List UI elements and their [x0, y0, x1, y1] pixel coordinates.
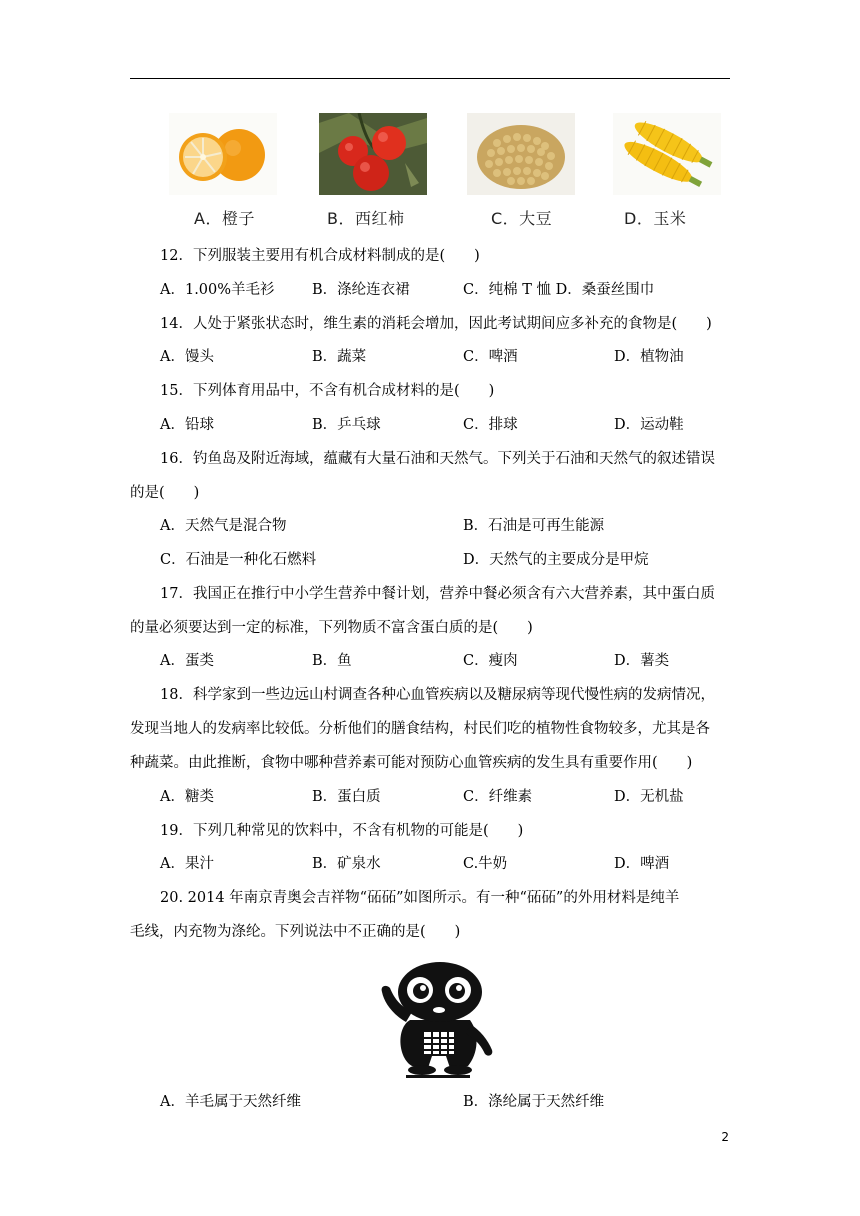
q14-option-d: D．植物油	[614, 349, 684, 365]
q14-option-c: C．啤酒	[463, 349, 518, 365]
question-19-stem: 19．下列几种常见的饮料中，不含有机物的可能是( )	[160, 823, 524, 839]
q16-option-a: A．天然气是混合物	[160, 518, 287, 534]
question-14-stem: 14．人处于紧张状态时，维生素的消耗会增加，因此考试期间应多补充的食物是( )	[160, 316, 712, 332]
question-12-stem: 12．下列服装主要用有机合成材料制成的是( )	[160, 248, 480, 264]
q16-option-d: D．天然气的主要成分是甲烷	[463, 552, 649, 568]
q14-option-b: B．蔬菜	[312, 349, 367, 365]
q17-option-a: A．蛋类	[160, 653, 214, 669]
question-18-stem-line1: 18．科学家到一些边远山村调查各种心血管疾病以及糖尿病等现代慢性病的发病情况，	[160, 687, 715, 703]
q18-option-c: C．纤维素	[463, 789, 533, 805]
q20-option-b: B．涤纶属于天然纤维	[463, 1094, 605, 1110]
question-16-stem-line1: 16．钓鱼岛及附近海域，蕴藏有大量石油和天然气。下列关于石油和天然气的叙述错误	[160, 451, 715, 467]
question-15-stem: 15．下列体育用品中，不含有机合成材料的是( )	[160, 383, 495, 399]
question-16-stem-line2: 的是( )	[130, 485, 200, 501]
q20-option-a: A．羊毛属于天然纤维	[160, 1094, 301, 1110]
q19-option-a: A．果汁	[160, 856, 214, 872]
mascot-figure	[376, 958, 500, 1078]
q19-option-b: B．矿泉水	[312, 856, 381, 872]
q17-option-d: D．薯类	[614, 653, 670, 669]
question-20-stem-line2: 毛线，内充物为涤纶。下列说法中不正确的是( )	[130, 924, 461, 940]
q15-option-c: C．排球	[463, 417, 518, 433]
caption-soybean: C．大豆	[491, 209, 553, 228]
caption-orange: A．橙子	[194, 209, 255, 228]
q12-option-c-d: C．纯棉 T 恤 D．桑蚕丝围巾	[463, 282, 655, 298]
question-17-stem-line1: 17．我国正在推行中小学生营养中餐计划，营养中餐必须含有六大营养素，其中蛋白质	[160, 586, 715, 602]
q16-option-c: C．石油是一种化石燃料	[160, 552, 317, 568]
q18-option-a: A．糖类	[160, 789, 214, 805]
orange-image	[169, 113, 277, 195]
question-20-stem-line1: 20. 2014 年南京青奥会吉祥物“砳砳”如图所示。有一种“砳砳”的外用材料是纯羊	[160, 890, 680, 906]
q15-option-a: A．铅球	[160, 417, 214, 433]
q18-option-b: B．蛋白质	[312, 789, 381, 805]
page-number: 2	[721, 1130, 729, 1144]
q19-option-d: D．啤酒	[614, 856, 670, 872]
corn-image	[613, 113, 721, 195]
soybean-image	[467, 113, 575, 195]
tomato-image	[319, 113, 427, 195]
q15-option-b: B．乒乓球	[312, 417, 381, 433]
q12-option-a: A．1.00%羊毛衫	[160, 282, 275, 298]
q16-option-b: B．石油是可再生能源	[463, 518, 605, 534]
question-18-stem-line3: 种蔬菜。由此推断，食物中哪种营养素可能对预防心血管疾病的发生具有重要作用( )	[130, 755, 693, 771]
q14-option-a: A．馒头	[160, 349, 214, 365]
question-17-stem-line2: 的量必须要达到一定的标准，下列物质不富含蛋白质的是( )	[130, 620, 533, 636]
q17-option-b: B．鱼	[312, 653, 352, 669]
q18-option-d: D．无机盐	[614, 789, 684, 805]
question-18-stem-line2: 发现当地人的发病率比较低。分析他们的膳食结构，村民们吃的植物性食物较多，尤其是各	[130, 721, 710, 737]
caption-corn: D．玉米	[624, 209, 687, 228]
caption-tomato: B．西红柿	[327, 209, 405, 228]
header-rule	[130, 78, 730, 79]
q15-option-d: D．运动鞋	[614, 417, 684, 433]
q19-option-c: C.牛奶	[463, 856, 508, 872]
q17-option-c: C．瘦肉	[463, 653, 518, 669]
q12-option-b: B．涤纶连衣裙	[312, 282, 410, 298]
